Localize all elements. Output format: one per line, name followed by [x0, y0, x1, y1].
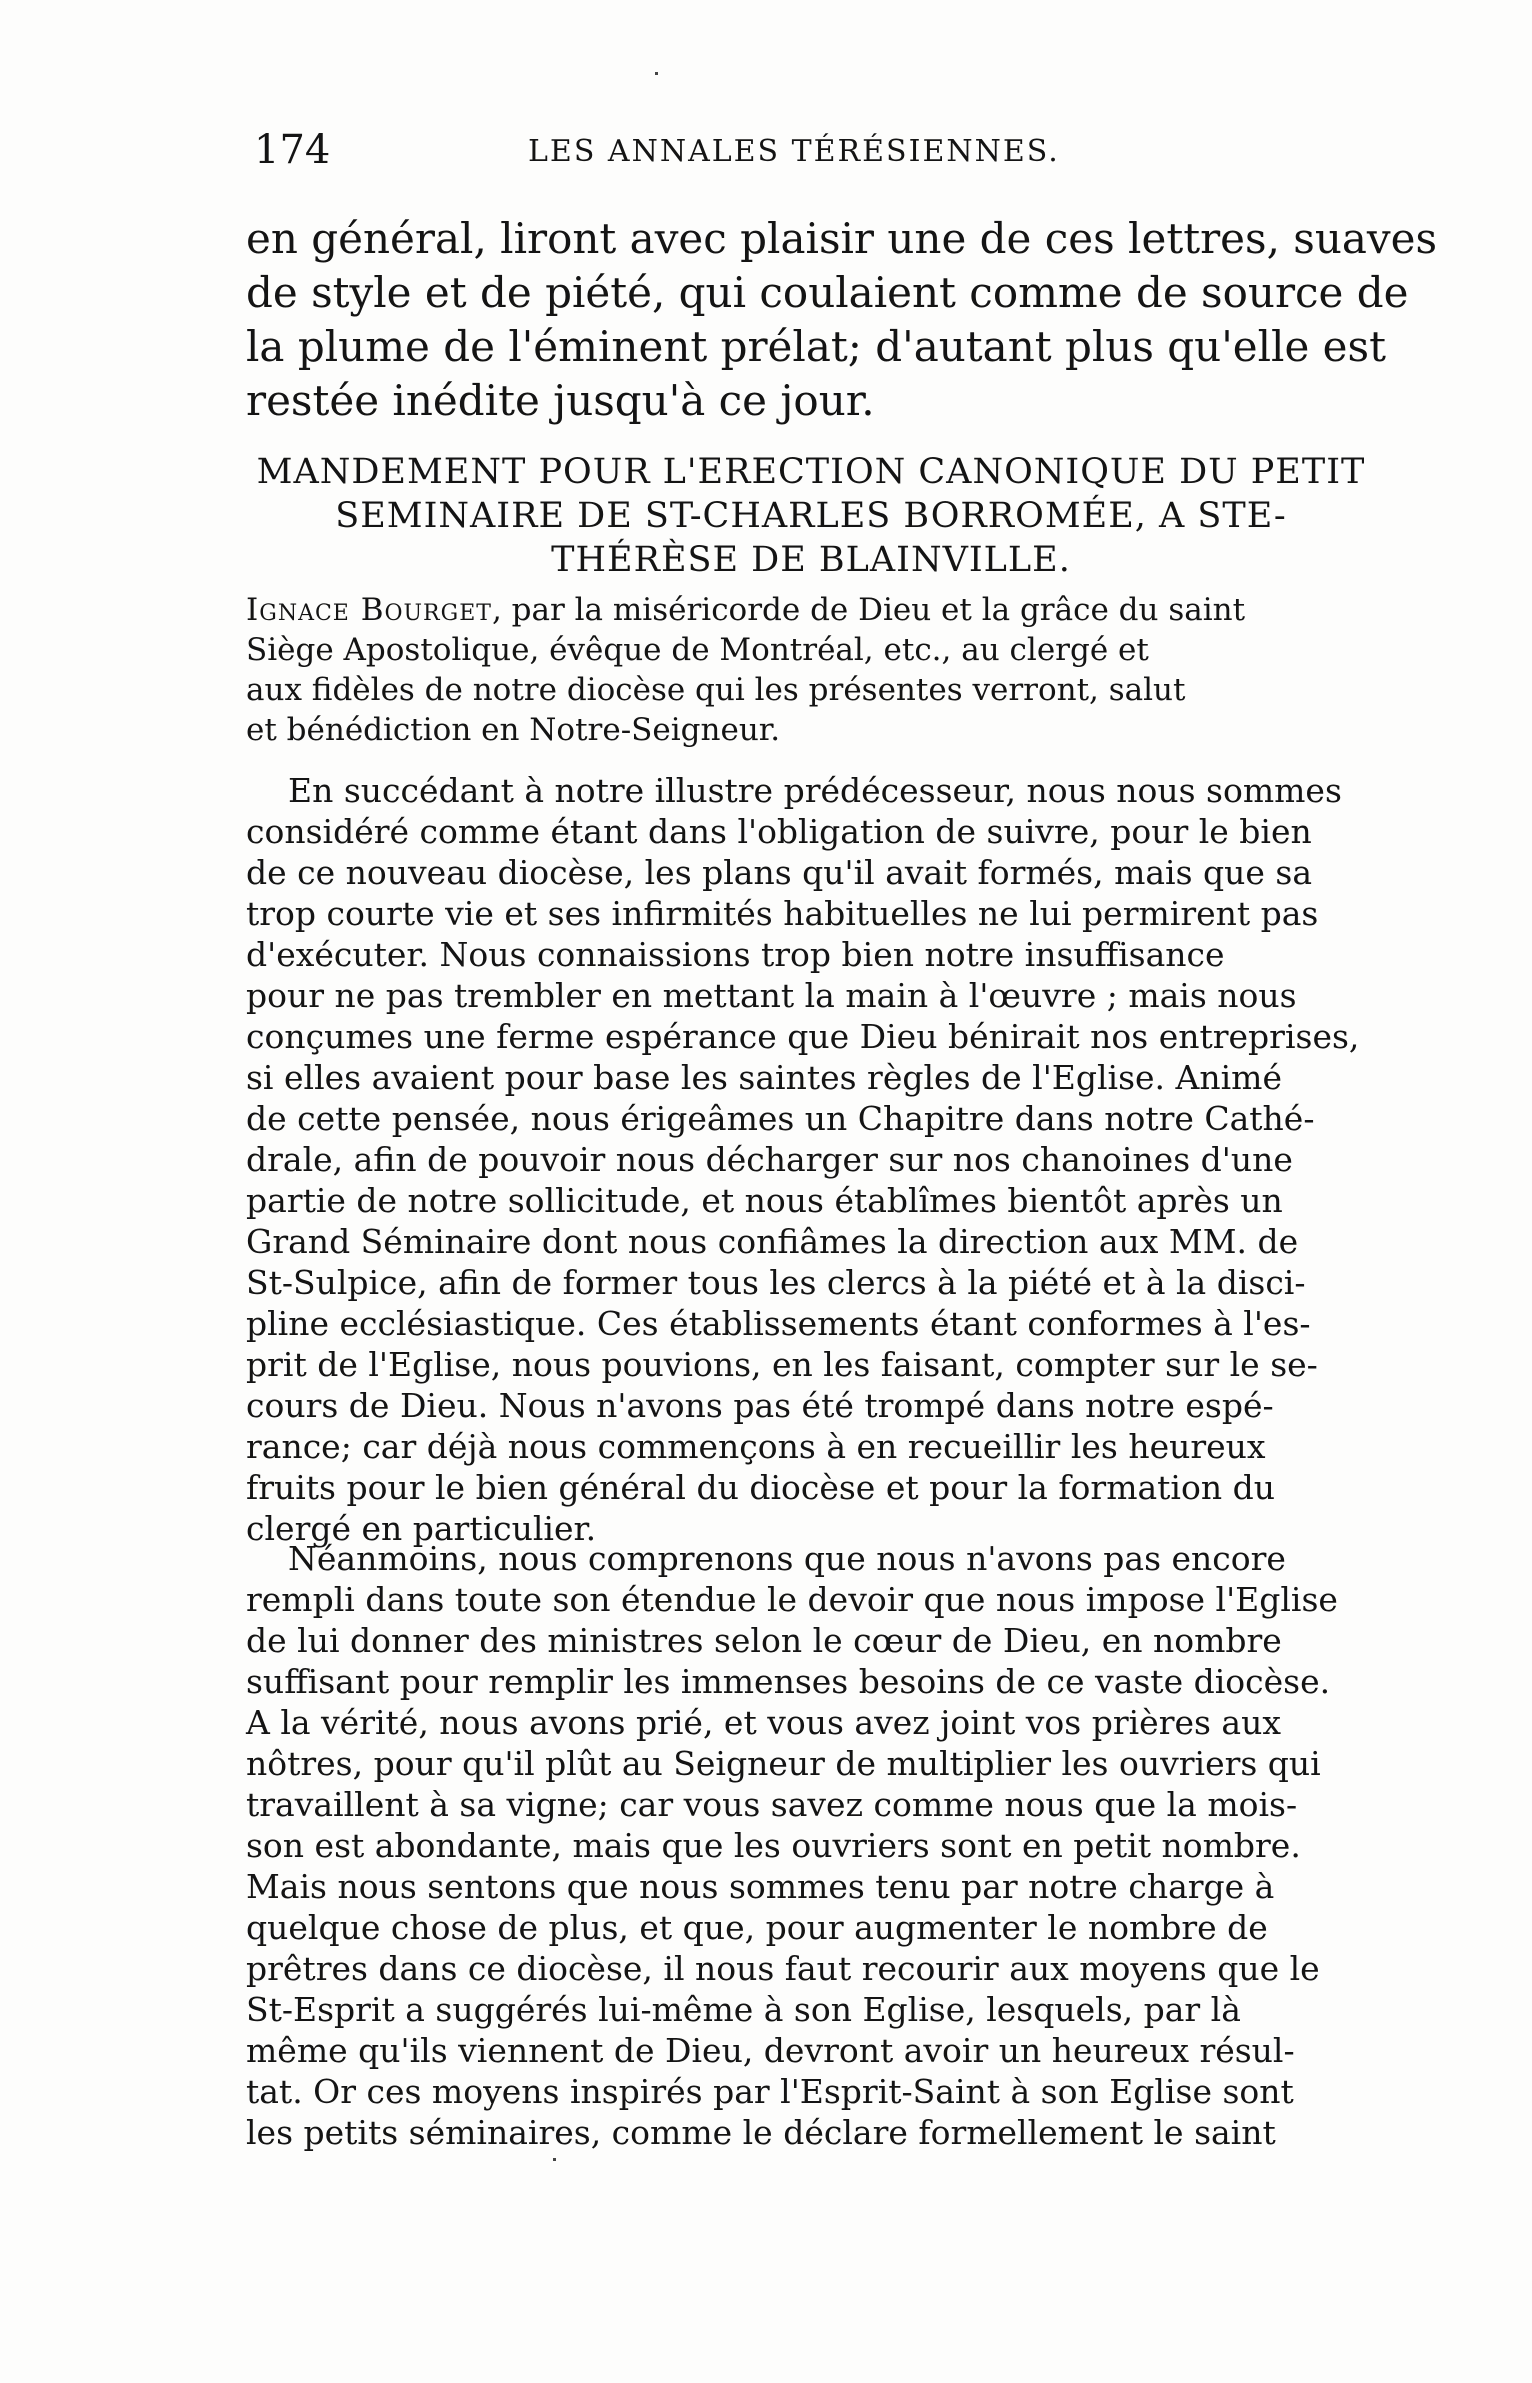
running-title: LES ANNALES TÉRÉSIENNES.	[528, 134, 1060, 169]
scan-speck-bottom	[553, 2158, 556, 2161]
scan-speck-top	[655, 72, 658, 75]
salutation-first-rest: , par la miséricorde de Dieu et la grâce du saint	[491, 592, 1246, 628]
paragraph-line: Mais nous sentons que nous sommes tenu par notre charge à	[246, 1867, 1275, 1906]
paragraph-line: travaillent à sa vigne; car vous savez comme nous que la mois-	[246, 1785, 1298, 1824]
paragraph-2	[246, 1538, 1376, 2153]
title-line: SEMINAIRE DE ST-CHARLES BORROMÉE, A STE-	[335, 496, 1287, 536]
paragraph-line: nôtres, pour qu'il plût au Seigneur de multiplier les ouvriers qui	[246, 1744, 1321, 1783]
paragraph-line: rance; car déjà nous commençons à en recueillir les heureux	[246, 1427, 1266, 1466]
title-line: MANDEMENT POUR L'ERECTION CANONIQUE DU PETIT	[256, 452, 1366, 492]
paragraph-line: même qu'ils viennent de Dieu, devront avoir un heureux résul-	[246, 2031, 1295, 2070]
intro-line: en général, liront avec plaisir une de ces lettres, suaves	[246, 214, 1438, 263]
paragraph-line: Grand Séminaire dont nous confiâmes la direction aux MM. de	[246, 1222, 1299, 1261]
paragraph-line: d'exécuter. Nous connaissions trop bien notre insuffisance	[246, 935, 1225, 974]
page-number: 174	[254, 127, 331, 173]
paragraph-line: trop courte vie et ses infirmités habituelles ne lui permirent pas	[246, 894, 1319, 933]
paragraph-line: tat. Or ces moyens inspirés par l'Esprit-Saint à son Eglise sont	[246, 2072, 1294, 2111]
paragraph-line: partie de notre sollicitude, et nous établîmes bientôt après un	[246, 1181, 1283, 1220]
salutation-line: et bénédiction en Notre-Seigneur.	[246, 712, 781, 748]
title-line: THÉRÈSE DE BLAINVILLE.	[551, 540, 1071, 580]
paragraph-line: de lui donner des ministres selon le cœur de Dieu, en nombre	[246, 1621, 1282, 1660]
paragraph-line: son est abondante, mais que les ouvriers sont en petit nombre.	[246, 1826, 1301, 1865]
paragraph-1	[246, 770, 1376, 1549]
paragraph-line: rempli dans toute son étendue le devoir que nous impose l'Eglise	[246, 1580, 1338, 1619]
paragraph-line: si elles avaient pour base les saintes règles de l'Eglise. Animé	[246, 1058, 1282, 1097]
paragraph-line: St-Sulpice, afin de former tous les clercs à la piété et à la disci-	[246, 1263, 1306, 1302]
intro-line: de style et de piété, qui coulaient comme de source de	[246, 268, 1409, 317]
paragraph-line: A la vérité, nous avons prié, et vous avez joint vos prières aux	[246, 1703, 1281, 1742]
paragraph-line: pour ne pas trembler en mettant la main à l'œuvre ; mais nous	[246, 976, 1297, 1015]
intro-line: restée inédite jusqu'à ce jour.	[246, 376, 875, 425]
paragraph-line: considéré comme étant dans l'obligation de suivre, pour le bien	[246, 812, 1312, 851]
paragraph-line: conçumes une ferme espérance que Dieu bénirait nos entreprises,	[246, 1017, 1360, 1056]
intro-paragraph	[246, 212, 1438, 428]
paragraph-line: St-Esprit a suggérés lui-même à son Eglise, lesquels, par là	[246, 1990, 1241, 2029]
paragraph-line: clergé en particulier.	[246, 1509, 597, 1548]
paragraph-line: pline ecclésiastique. Ces établissements étant conformes à l'es-	[246, 1304, 1311, 1343]
salutation-line: aux fidèles de notre diocèse qui les présentes verront, salut	[246, 672, 1186, 708]
paragraph-line: les petits séminaires, comme le déclare formellement le saint	[246, 2113, 1276, 2152]
salutation-first-line	[246, 590, 1376, 630]
paragraph-line: drale, afin de pouvoir nous décharger sur nos chanoines d'une	[246, 1140, 1293, 1179]
paragraph-line: En succédant à notre illustre prédécesseur, nous nous sommes	[288, 771, 1342, 810]
paragraph-line: de ce nouveau diocèse, les plans qu'il avait formés, mais que sa	[246, 853, 1313, 892]
paragraph-line: de cette pensée, nous érigeâmes un Chapitre dans notre Cathé-	[246, 1099, 1315, 1138]
paragraph-line: quelque chose de plus, et que, pour augmenter le nombre de	[246, 1908, 1268, 1947]
salutation-line: Siège Apostolique, évêque de Montréal, etc., au clergé et	[246, 632, 1149, 668]
intro-line: la plume de l'éminent prélat; d'autant plus qu'elle est	[246, 322, 1386, 371]
salutation-author: Ignace Bourget	[246, 592, 492, 628]
paragraph-line: suffisant pour remplir les immenses besoins de ce vaste diocèse.	[246, 1662, 1331, 1701]
salutation	[246, 590, 1376, 750]
section-title	[246, 450, 1376, 582]
paragraph-line: Néanmoins, nous comprenons que nous n'avons pas encore	[288, 1539, 1286, 1578]
paragraph-line: fruits pour le bien général du diocèse et pour la formation du	[246, 1468, 1275, 1507]
paragraph-line: prit de l'Eglise, nous pouvions, en les faisant, compter sur le se-	[246, 1345, 1318, 1384]
paragraph-line: prêtres dans ce diocèse, il nous faut recourir aux moyens que le	[246, 1949, 1320, 1988]
paragraph-line: cours de Dieu. Nous n'avons pas été trompé dans notre espé-	[246, 1386, 1274, 1425]
page-header	[248, 122, 1360, 178]
